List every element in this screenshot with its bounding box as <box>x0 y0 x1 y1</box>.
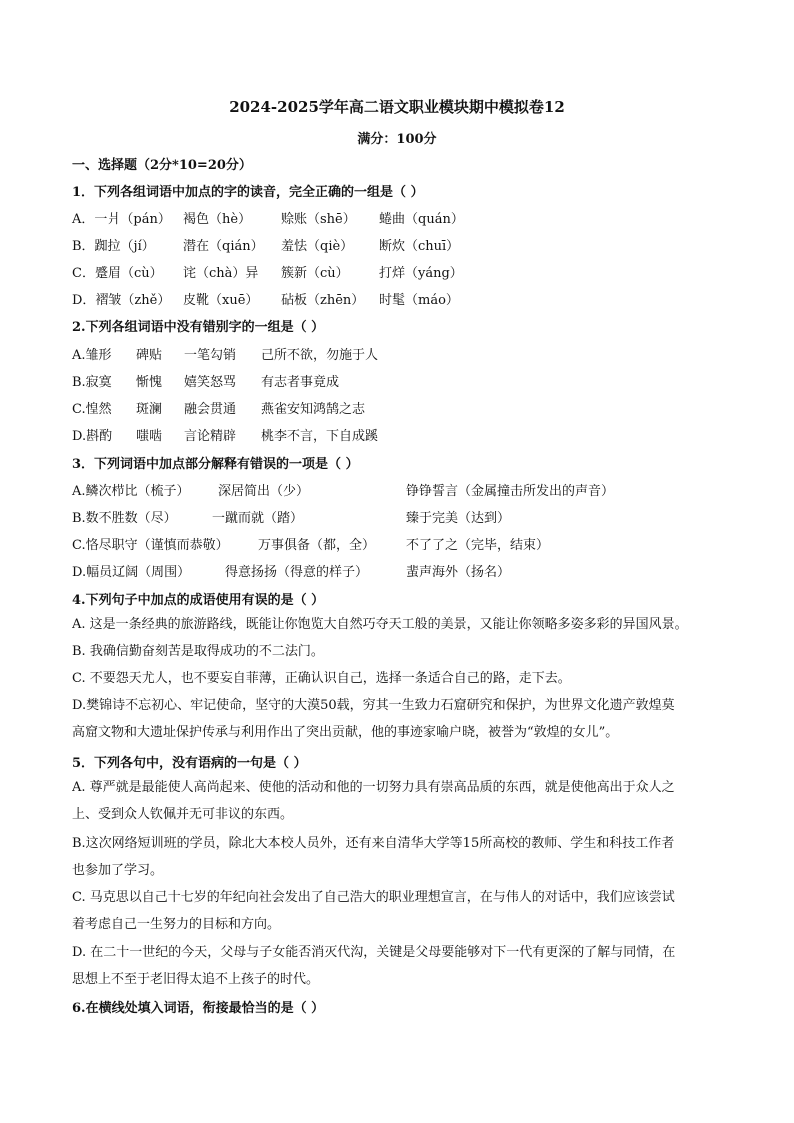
q1-option-a-item: 褐色（hè） <box>183 212 252 227</box>
q1-option-a-item: A．一爿（pán） <box>72 212 171 227</box>
q1-option-c-item: 诧（chà）异 <box>183 266 259 281</box>
q4-option-c-line: C. 不要怨天尤人，也不要妄自菲薄，正确认识自己，选择一条适合自己的路，走下去。 <box>72 671 571 686</box>
q5-option-c-line: C. 马克思以自己十七岁的年纪向社会发出了自己浩大的职业理想宣言，在与伟人的对话中，我们应该尝试 <box>72 890 675 905</box>
q2-option-a <box>72 344 732 364</box>
q3-option-d-item: 蜚声海外（扬名） <box>406 565 511 580</box>
q5-option-d-line: D. 在二十一世纪的今天，父母与子女能否消灭代沟，关键是父母要能够对下一代有更深的了解与同情，在 <box>72 945 676 960</box>
q2-option-a-item: A.雏形 <box>72 348 112 363</box>
q2-option-c <box>72 398 732 418</box>
q3-option-d-item: 得意扬扬（得意的样子） <box>225 565 369 580</box>
q1-option-c <box>72 262 732 282</box>
q1-option-c-item: C．蹙眉（cù） <box>72 266 163 281</box>
q2-option-c-item: C.惶然 <box>72 402 112 417</box>
q3-option-c-item: 万事俱备（都，全） <box>258 538 376 553</box>
q3-option-c <box>72 534 732 554</box>
q1-option-b-item: 潜在（qián） <box>183 239 264 254</box>
q5-option-c <box>72 884 727 938</box>
q3-option-a-item: 铮铮誓言（金属撞击所发出的声音） <box>406 484 615 499</box>
q2-option-b <box>72 371 732 391</box>
q1-option-a-item: 赊账（shē） <box>281 212 356 227</box>
q4-option-b <box>72 638 727 665</box>
q3-option-a-item: 深居简出（少） <box>218 484 310 499</box>
q2-option-b-item: 嬉笑怒骂 <box>184 375 237 390</box>
q3-option-c-item: 不了了之（完毕，结束） <box>406 538 550 553</box>
q4-option-d-line: 高窟文物和大遗址保护传承与利用作出了突出贡献，他的事迹家喻户晓，被誉为“敦煌的女儿”。 <box>72 725 619 740</box>
q4-option-d <box>72 692 727 746</box>
q5-option-a-line: 上、受到众人钦佩并无可非议的东西。 <box>72 807 294 822</box>
question-4-stem: 4.下列句子中加点的成语使用有误的是（ ） <box>72 593 325 608</box>
q3-option-b-item: 臻于完美（达到） <box>406 511 511 526</box>
q3-option-a <box>72 480 732 500</box>
q1-option-a-item: 蜷曲（quán） <box>379 212 464 227</box>
q3-option-b-item: 一蹴而就（踏） <box>212 511 304 526</box>
q2-option-a-item: 碑贴 <box>136 348 163 363</box>
q4-option-b-line: B. 我确信勤奋刻苦是取得成功的不二法门。 <box>72 644 324 659</box>
q1-option-c-item: 簇新（cù） <box>281 266 349 281</box>
q1-option-b-item: 羞怯（qiè） <box>281 239 354 254</box>
q1-option-d-item: D．褶皱（zhě） <box>72 293 171 308</box>
q5-option-a-line: A. 尊严就是最能使人高尚起来、使他的活动和他的一切努力具有崇高品质的东西，就是使他高出于众人之 <box>72 780 675 795</box>
q3-option-a-item: A.鳞次栉比（梳子） <box>72 484 190 499</box>
q2-option-d-item: 言论精辟 <box>184 429 237 444</box>
q2-option-c-item: 融会贯通 <box>184 402 237 417</box>
q4-option-a-line: A. 这是一条经典的旅游路线，既能让你饱览大自然巧夺天工般的美景，又能让你领略多姿多彩的异国风景。 <box>72 617 688 632</box>
q1-option-a <box>72 208 732 228</box>
q5-option-a <box>72 774 727 828</box>
q3-option-b-item: B.数不胜数（尽） <box>72 511 177 526</box>
q3-option-d-item: D.幅员辽阔（周围） <box>72 565 191 580</box>
q2-option-b-item: 有志者事竟成 <box>261 375 340 390</box>
q5-option-d <box>72 939 727 993</box>
question-1-stem: 1．下列各组词语中加点的字的读音，完全正确的一组是（ ） <box>72 185 424 200</box>
q2-option-a-item: 己所不欲，勿施于人 <box>261 348 379 363</box>
q2-option-b-item: B.寂寞 <box>72 375 112 390</box>
q5-option-c-line: 着考虑自己一生努力的目标和方向。 <box>72 917 281 932</box>
question-5-stem: 5．下列各句中，没有语病的一句是（ ） <box>72 756 307 771</box>
q4-option-d-line: D.樊锦诗不忘初心、牢记使命，坚守的大漠50载，穷其一生致力石窟研究和保护，为世界文化遗产敦煌莫 <box>72 698 675 713</box>
q2-option-d-item: 嗤啮 <box>136 429 163 444</box>
q1-option-b-item: 断炊（chuī） <box>379 239 460 254</box>
q1-option-d <box>72 289 732 309</box>
q2-option-d-item: 桃李不言，下自成蹊 <box>261 429 379 444</box>
q2-option-b-item: 惭愧 <box>136 375 163 390</box>
q4-option-a <box>72 611 727 638</box>
section-title: 一、选择题（2分*10=20分） <box>72 158 252 173</box>
q2-option-a-item: 一笔勾销 <box>184 348 237 363</box>
q3-option-c-item: C.恪尽职守（谨慎而恭敬） <box>72 538 229 553</box>
full-score: 满分：100分 <box>357 132 437 147</box>
q5-option-b-line: B.这次网络短训班的学员，除北大本校人员外，还有来自清华大学等15所高校的教师、学生和科技工作者 <box>72 836 675 851</box>
question-6-stem: 6.在横线处填入词语，衔接最恰当的是（ ） <box>72 1001 325 1016</box>
exam-title: 2024-2025学年高二语文职业模块期中模拟卷12 <box>229 98 565 116</box>
q5-option-b-line: 也参加了学习。 <box>72 863 164 878</box>
q2-option-c-item: 斑澜 <box>136 402 163 417</box>
q2-option-d <box>72 425 732 445</box>
q4-option-c <box>72 665 727 692</box>
q2-option-c-item: 燕雀安知鸿鹄之志 <box>261 402 366 417</box>
q5-option-b <box>72 830 727 884</box>
q1-option-d-item: 皮靴（xuē） <box>183 293 259 308</box>
q3-option-d <box>72 561 732 581</box>
q1-option-d-item: 砧板（zhēn） <box>281 293 365 308</box>
q1-option-d-item: 时髦（máo） <box>379 293 459 308</box>
q1-option-c-item: 打烊（yáng） <box>379 266 463 281</box>
question-3-stem: 3．下列词语中加点部分解释有错误的一项是（ ） <box>72 457 359 472</box>
question-2-stem: 2.下列各组词语中没有错别字的一组是（ ） <box>72 320 325 335</box>
q1-option-b-item: B．踟拉（jí） <box>72 239 155 254</box>
q3-option-b <box>72 507 732 527</box>
q5-option-d-line: 思想上不至于老旧得太追不上孩子的时代。 <box>72 972 320 987</box>
q2-option-d-item: D.斟酌 <box>72 429 113 444</box>
q1-option-b <box>72 235 732 255</box>
